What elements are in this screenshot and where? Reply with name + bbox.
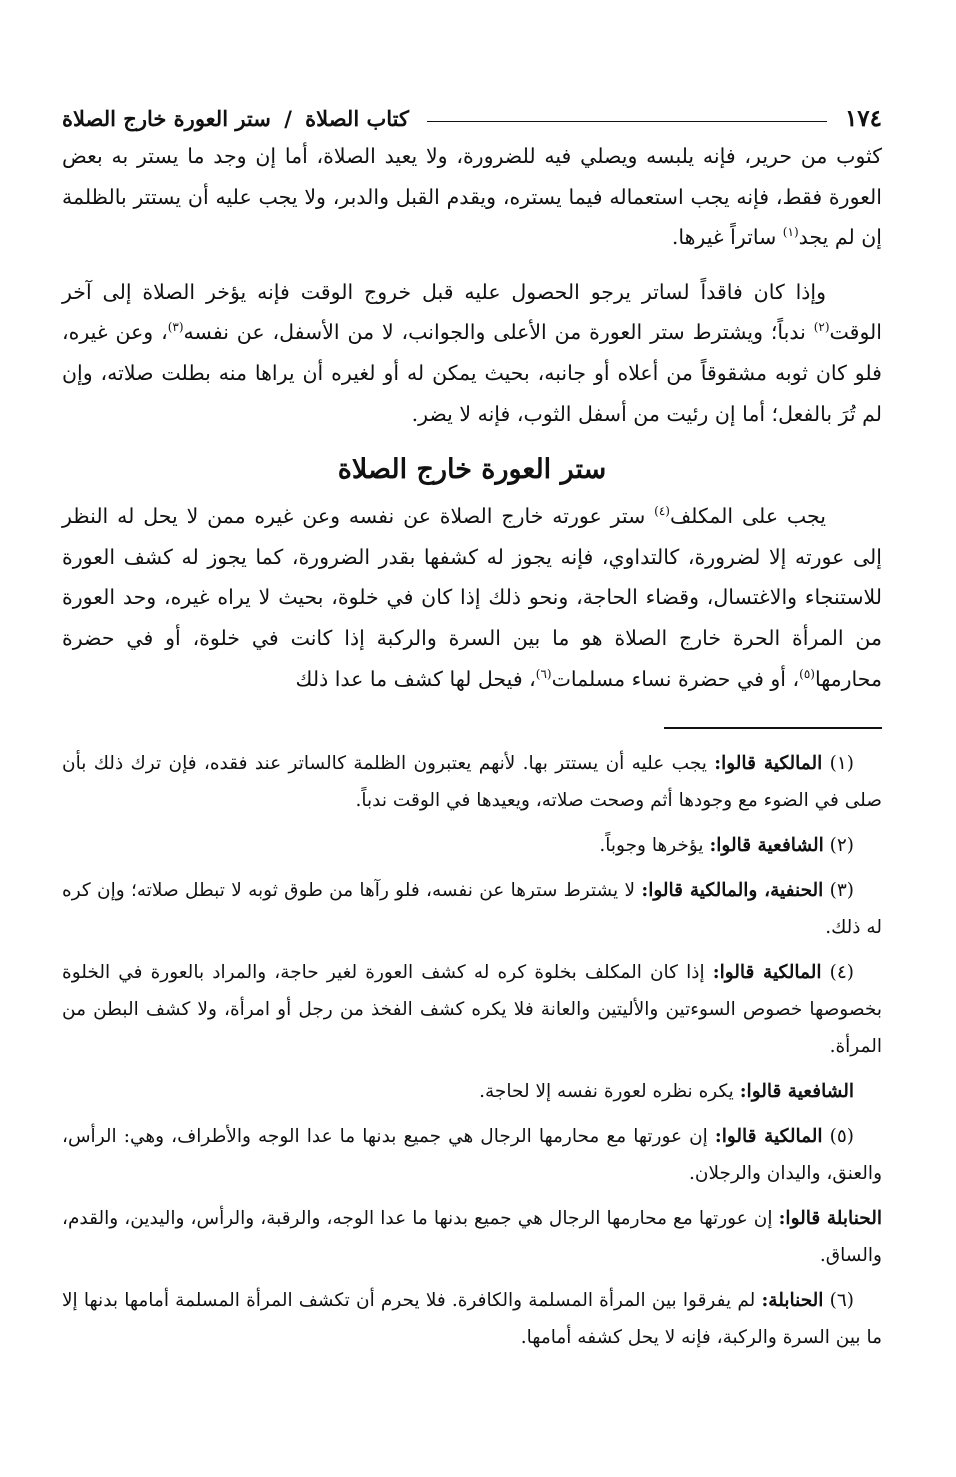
footnote-6-label: الحنابلة:: [761, 1290, 824, 1312]
footnote-divider: [664, 727, 882, 729]
footnote-1: [62, 745, 882, 819]
footnote-4-number: (٤): [829, 962, 854, 984]
footnote-5-text: إن عورتها مع محارمها الرجال هي جميع بدنها ما عدا الوجه والأطراف، وهي: الرأس، والعنق، واليدان والرجلان.: [62, 1126, 882, 1185]
header-title: [62, 106, 409, 131]
footnote-6-number: (٦): [829, 1290, 854, 1312]
paragraph-2-part-b: ندباً؛ ويشترط ستر العورة من الأعلى والجوانب، لا من الأسفل، عن نفسه: [183, 320, 814, 345]
footnote-2: [62, 827, 882, 864]
footnote-4b-text: يكره نظره لعورة نفسه إلا لحاجة.: [479, 1081, 740, 1103]
section-paragraph-b: ستر عورته خارج الصلاة عن نفسه وعن غيره ممن لا يحل له النظر إلى عورته إلا لضرورة، كالتداوي، فإنه يجوز له كشفها بقدر الضرورة، كما يجوز له كشف العورة للاستنجاء والاغتسال، وقضاء الحاجة، ونحو ذلك إذا كان في خلوة، بحيث لا يراه غيره، وحد العورة من المرأة الحرة خارج الصلاة هو ما بين السرة والركبة إذا كانت في خلوة، أو في حضرة محارمها: [62, 504, 882, 691]
footnote-6: [62, 1282, 882, 1356]
section-paragraph: [62, 496, 882, 699]
header-rule: [427, 121, 827, 122]
footnote-ref-4: (٤): [654, 504, 670, 519]
footnote-1-number: (١): [829, 753, 855, 775]
footnote-ref-6: (٦): [535, 666, 552, 681]
paragraph-2-part-c: ، وعن غيره، فلو كان ثوبه مشقوقاً من أعلاه أو جانبه، بحيث يمكن له أو لغيره أن يراها منه بطلت صلاته، وإن لم تُرَ بالفعل؛ أما إن رئيت من أسفل الثوب، فإنه لا يضر.: [62, 320, 882, 426]
paragraph-1-end: ساتراً غيرها.: [671, 225, 783, 250]
header-separator: /: [284, 105, 292, 131]
footnote-3-label: الحنفية، والمالكية قالوا:: [641, 880, 824, 902]
footnote-2-text: يؤخرها وجوباً.: [599, 835, 710, 857]
page-number: ١٧٤: [844, 104, 882, 132]
paragraph-1: [62, 136, 882, 258]
footnote-2-label: الشافعية قالوا:: [709, 835, 824, 857]
footnote-4b-label: الشافعية قالوا:: [739, 1081, 854, 1103]
footnote-6-text: لم يفرقوا بين المرأة المسلمة والكافرة. فلا يحرم أن تكشف المرأة المسلمة أمامها بدنها إلا ما بين السرة والركبة، فإنه لا يحل كشفه أمامها.: [62, 1290, 882, 1349]
footnote-5-number: (٥): [829, 1126, 854, 1148]
footnote-1-text: يجب عليه أن يستتر بها. لأنهم يعتبرون الظلمة كالساتر عند فقده، فإن ترك ذلك بأن صلى في الضوء مع وجودها أثم وصحت صلاته، ويعيدها في الوقت ندباً.: [62, 753, 882, 812]
footnote-5b-label: الحنابلة قالوا:: [778, 1208, 882, 1230]
section-paragraph-a: يجب على المكلف: [669, 504, 826, 529]
footnote-ref-1: (١): [782, 225, 799, 240]
footnote-1-label: المالكية قالوا:: [714, 753, 823, 775]
footnote-4: [62, 954, 882, 1065]
header-book: كتاب الصلاة: [305, 105, 409, 131]
footnote-ref-2: (٢): [813, 320, 830, 335]
paragraph-2: [62, 272, 882, 434]
section-heading: ستر العورة خارج الصلاة: [337, 454, 607, 486]
footnote-ref-5: (٥): [799, 666, 815, 681]
paragraph-2-part-a: وإذا كان فاقداً لساتر يرجو الحصول عليه قبل خروج الوقت فإنه يؤخر الصلاة إلى آخر الوقت: [62, 279, 882, 345]
header-section: ستر العورة خارج الصلاة: [62, 105, 271, 131]
running-header: [62, 100, 882, 136]
footnote-5-label: المالكية قالوا:: [714, 1126, 823, 1148]
footnote-5b-text: إن عورتها مع محارمها الرجال هي جميع بدنها ما عدا الوجه، والرقبة، والرأس، واليدين، والقدم، والساق.: [62, 1208, 882, 1267]
footnote-3-number: (٣): [829, 880, 854, 902]
footnote-ref-3: (٣): [167, 320, 184, 335]
footnote-5-hanbali: [62, 1200, 882, 1274]
paragraph-1-text: كثوب من حرير، فإنه يلبسه ويصلي فيه للضرورة، ولا يعيد الصلاة، أما إن وجد ما يستر به بعض العورة فقط، فإنه يجب استعماله فيما يستره، ويقدم القبل والدبر، ولا يجب عليه أن يستتر بالظلمة إن لم يجد: [62, 144, 882, 250]
footnote-2-number: (٢): [829, 835, 854, 857]
footnote-3: [62, 872, 882, 946]
section-paragraph-d: ، فيحل لها كشف ما عدا ذلك: [295, 666, 536, 691]
section-paragraph-c: ، أو في حضرة نساء مسلمات: [551, 666, 800, 691]
footnote-3-text: لا يشترط سترها عن نفسه، فلو رآها من طوق ثوبه لا تبطل صلاته؛ وإن كره له ذلك.: [62, 880, 882, 939]
footnote-4-text: إذا كان المكلف بخلوة كره له كشف العورة لغير حاجة، والمراد بالعورة في الخلوة بخصوصها خصوص السوءتين والأليتين والعانة فلا يكره كشف الفخذ من رجل أو امرأة، ولا كشف البطن من المرأة.: [62, 962, 882, 1058]
footnote-4-shafii: [62, 1073, 882, 1110]
footnote-5: [62, 1118, 882, 1192]
footnote-4-label: المالكية قالوا:: [712, 962, 822, 984]
book-page: [62, 100, 882, 1364]
